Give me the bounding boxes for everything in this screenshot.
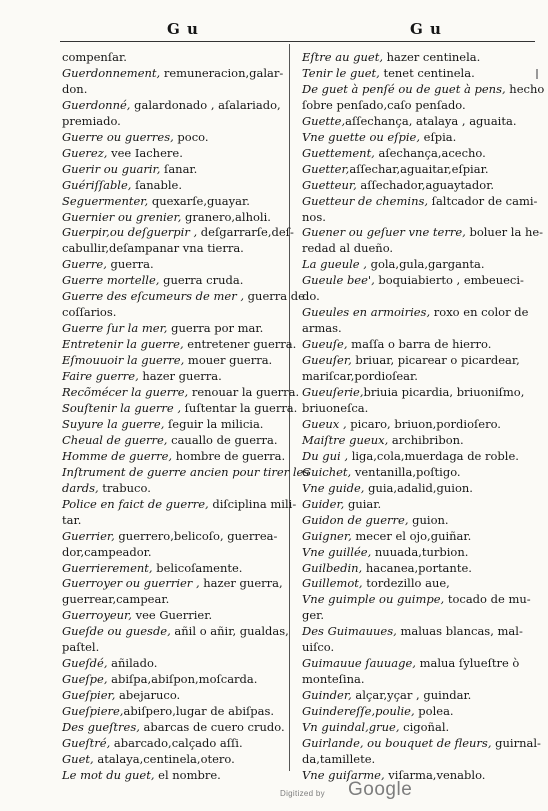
dictionary-entry — [302, 481, 524, 497]
entry-headword: Guerre ſur la mer, — [62, 321, 168, 336]
dictionary-entry — [62, 194, 280, 210]
dictionary-entry — [302, 417, 524, 433]
entry-headword: Des gueſtres, — [62, 720, 140, 735]
dictionary-entry — [302, 513, 524, 529]
dictionary-entry — [62, 464, 310, 481]
dictionary-entry — [302, 353, 524, 369]
dictionary-entry — [302, 369, 524, 385]
dictionary-entry — [62, 768, 280, 784]
entry-headword: Suyure la guerre, — [62, 416, 165, 431]
entry-translation: briuoneſca. — [302, 400, 369, 415]
dictionary-entry — [62, 162, 280, 178]
dictionary-entry — [62, 369, 280, 385]
entry-headword: Vne guiſarme, — [302, 767, 385, 782]
dictionary-entry — [62, 417, 280, 433]
dictionary-entry — [302, 688, 524, 704]
entry-headword: Recõmécer la guerre, — [62, 385, 189, 400]
entry-translation: da,tamillete. — [302, 751, 376, 766]
entry-translation: atalaya,centinela,otero. — [93, 751, 235, 766]
dictionary-entry — [62, 656, 280, 672]
entry-translation: guerra cruda. — [159, 273, 244, 288]
entry-headword: Police en faict de guerre, — [62, 496, 209, 511]
entry-translation: deſgarrarſe,deſ- — [197, 225, 294, 240]
entry-headword: Guirlande, ou bouquet de fleurs, — [302, 735, 492, 750]
entry-translation: polea. — [414, 704, 454, 719]
entry-headword: Vne guimple ou guimpe, — [302, 592, 445, 607]
entry-translation: ſaltcador de cami- — [428, 193, 538, 208]
entry-headword: Guimauue ſauuage, — [302, 656, 416, 671]
entry-headword: Guilbedin, — [302, 560, 363, 575]
entry-headword: Cheual de guerre, — [62, 432, 168, 447]
dictionary-entry — [62, 592, 280, 608]
scroll-indicator — [536, 69, 538, 79]
dictionary-entry — [62, 257, 280, 273]
entry-translation: picaro, briuon,pordioſero. — [346, 416, 501, 431]
entry-translation: eſpia. — [420, 129, 457, 144]
entry-translation: uiſco. — [302, 640, 335, 655]
dictionary-entry — [62, 289, 305, 305]
dictionary-entry — [302, 529, 524, 545]
entry-translation: maluas blancas, mal- — [396, 624, 523, 639]
dictionary-entry — [302, 385, 524, 401]
dictionary-entry — [302, 193, 538, 210]
entry-headword: Seguermenter, — [62, 193, 149, 208]
dictionary-entry — [302, 576, 524, 592]
entry-headword: Guener ou geſuer vne terre, — [302, 225, 466, 240]
entry-headword: Guider, — [302, 496, 345, 511]
entry-headword: Guettement, — [302, 145, 375, 160]
google-logo: Google — [348, 779, 413, 800]
dictionary-entry — [62, 400, 298, 417]
dictionary-entry — [62, 448, 286, 465]
dictionary-entry — [62, 704, 280, 720]
dictionary-entry — [302, 720, 524, 736]
entry-headword: Des Guimauues, — [302, 624, 397, 639]
dictionary-entry — [62, 672, 280, 688]
entry-translation: aſſechador,aguaytador. — [356, 177, 495, 192]
dictionary-entry — [62, 50, 280, 66]
entry-translation: guerra de — [244, 289, 305, 304]
left-column — [62, 50, 310, 784]
entry-translation: guerra por mar. — [167, 321, 264, 336]
entry-headword: Guichet, — [302, 464, 352, 479]
entry-headword: Guerre, — [62, 257, 107, 272]
dictionary-entry — [302, 162, 524, 178]
dictionary-entry — [62, 98, 280, 114]
entry-translation: boluer la he- — [465, 225, 544, 240]
dictionary-entry — [302, 624, 524, 640]
entry-translation: mariſcar,pordioſear. — [302, 369, 418, 384]
entry-translation: trabuco. — [98, 480, 151, 495]
entry-headword: Gueſtré, — [62, 735, 111, 750]
entry-translation: guerrear,campear. — [62, 592, 170, 607]
entry-translation: tordezillo aue, — [362, 576, 450, 591]
entry-headword: Gueux , — [302, 416, 347, 431]
entry-translation: ventanilla,poſtigo. — [351, 464, 461, 479]
dictionary-entry — [302, 305, 529, 321]
entry-headword: Gueules en armoiries, — [302, 305, 431, 320]
entry-translation: malua ſylueſtre ò — [415, 656, 520, 671]
entry-translation: hazer guerra, — [199, 576, 283, 591]
entry-headword: Guernier ou grenier, — [62, 209, 182, 224]
dictionary-entry — [62, 481, 280, 497]
right-column-header: G u — [410, 20, 442, 38]
entry-headword: Guigner, — [302, 528, 352, 543]
dictionary-entry — [62, 496, 297, 513]
dictionary-entry — [62, 273, 280, 289]
entry-translation: añilado. — [107, 656, 158, 671]
dictionary-entry — [62, 752, 280, 768]
right-column — [302, 50, 545, 784]
dictionary-entry — [62, 82, 280, 98]
dictionary-entry — [62, 513, 280, 529]
entry-headword: Gueſpier, — [62, 688, 116, 703]
entry-translation: abejaruco. — [115, 688, 181, 703]
entry-translation: briuia picardia, briuoniſmo, — [363, 385, 525, 400]
entry-translation: ſanar. — [160, 161, 198, 176]
dictionary-entry — [302, 735, 541, 752]
dictionary-entry — [302, 81, 545, 98]
entry-translation: briuar, picarear o picardear, — [351, 353, 520, 368]
dictionary-entry — [302, 146, 524, 162]
dictionary-entry — [302, 130, 524, 146]
entry-translation: nos. — [302, 209, 326, 224]
entry-headword: Guerre mortelle, — [62, 273, 160, 288]
dictionary-entry — [62, 225, 294, 241]
dictionary-entry — [62, 305, 280, 321]
entry-translation: dor,campeador. — [62, 544, 152, 559]
entry-headword: Guerrier, — [62, 528, 115, 543]
entry-translation: abarcado,calçado aſſi. — [110, 735, 243, 750]
entry-translation: ſanable. — [131, 177, 182, 192]
dictionary-entry — [302, 257, 524, 273]
entry-translation: ger. — [302, 608, 325, 623]
entry-translation: mecer el ojo,guiñar. — [351, 528, 472, 543]
dictionary-entry — [302, 401, 524, 417]
entry-headword: Guetteur, — [302, 177, 357, 192]
entry-headword: Guetter, — [302, 161, 350, 176]
dictionary-entry — [62, 178, 280, 194]
entry-translation: cigoñal. — [399, 720, 450, 735]
entry-translation: don. — [62, 81, 88, 96]
entry-translation: abarcas de cuero crudo. — [139, 720, 285, 735]
entry-headword: Guériſſable, — [62, 177, 132, 192]
entry-headword: La gueule , — [302, 257, 367, 272]
dictionary-entry — [62, 353, 280, 369]
entry-translation: roxo en color de — [430, 305, 529, 320]
entry-translation: guiar. — [344, 496, 382, 511]
entry-headword: Vne guillée, — [302, 544, 372, 559]
dictionary-entry — [62, 529, 280, 545]
entry-headword: Homme de guerre, — [62, 448, 173, 463]
entry-translation: galardonado , aſalariado, — [130, 97, 281, 112]
entry-translation: hazer guerra. — [138, 369, 222, 384]
entry-headword: Guerroyeur, — [62, 608, 132, 623]
entry-headword: Guet, — [62, 751, 94, 766]
entry-translation: hacanea,portante. — [362, 560, 472, 575]
dictionary-entry — [302, 98, 524, 114]
entry-translation: guerra. — [106, 257, 154, 272]
entry-translation: viſarma,venablo. — [384, 767, 486, 782]
entry-headword: Faire guerre, — [62, 369, 139, 384]
entry-translation: entretener guerra. — [183, 337, 297, 352]
entry-translation: tenet centinela. — [379, 65, 475, 80]
dictionary-entry — [302, 289, 524, 305]
entry-headword: Gueuſer, — [302, 353, 352, 368]
entry-translation: aſſechança, atalaya , aguaita. — [345, 113, 517, 128]
entry-translation: coſſarios. — [62, 305, 117, 320]
entry-translation: guerrero,belicoſo, guerrea- — [114, 528, 278, 543]
entry-headword: De guet à penſé ou de guet à pens, — [302, 81, 506, 96]
dictionary-entry — [302, 465, 524, 481]
entry-translation: cauallo de guerra. — [167, 432, 278, 447]
entry-translation: gola,gula,garganta. — [366, 257, 485, 272]
dictionary-entry — [62, 720, 285, 736]
entry-headword: Guerre ou guerres, — [62, 129, 174, 144]
dictionary-entry — [62, 241, 280, 257]
dictionary-entry — [62, 576, 283, 592]
entry-translation: el nombre. — [154, 767, 221, 782]
dictionary-entry — [302, 273, 524, 289]
entry-translation: guion. — [408, 512, 449, 527]
entry-headword: Guerrierement, — [62, 560, 153, 575]
entry-translation: añil o añir, gualdas, — [170, 624, 289, 639]
entry-headword: Le mot du guet, — [62, 767, 155, 782]
entry-headword: dards, — [62, 480, 99, 495]
entry-headword: Gueſpe, — [62, 672, 108, 687]
entry-translation: liga,cola,muerdaga de roble. — [348, 448, 519, 463]
dictionary-entry — [302, 178, 524, 194]
dictionary-entry — [302, 672, 524, 688]
entry-translation: granero,alholi. — [181, 209, 271, 224]
entry-translation: hombre de guerra. — [172, 448, 286, 463]
entry-translation: hazer centinela. — [383, 50, 481, 64]
digitized-label: Digitized by — [280, 789, 325, 798]
dictionary-entry — [62, 114, 280, 130]
entry-headword: Guerpir,ou deſguerpir , — [62, 225, 198, 240]
entry-headword: Gueule bee', — [302, 273, 375, 288]
entry-translation: redad al dueño. — [302, 241, 394, 256]
entry-headword: Vne guide, — [302, 480, 365, 495]
entry-headword: Gueſde ou guesde, — [62, 624, 171, 639]
entry-translation: alçar,yçar , guindar. — [351, 688, 472, 703]
dictionary-entry — [302, 50, 524, 66]
entry-translation: armas. — [302, 321, 342, 336]
dictionary-entry — [302, 66, 524, 82]
entry-translation: poco. — [173, 129, 209, 144]
dictionary-entry — [62, 640, 280, 656]
entry-translation: archibribon. — [388, 432, 464, 447]
entry-headword: Maiſtre gueux, — [302, 432, 389, 447]
entry-headword: Guindereſſe,poulie, — [302, 704, 415, 719]
entry-translation: aſſechar,aguaitar,eſpiar. — [349, 161, 489, 176]
dictionary-entry — [302, 433, 524, 449]
entry-translation: ſobre penſado,caſo penſado. — [302, 97, 466, 112]
entry-headword: Guerre des eſcumeurs de mer , — [62, 289, 245, 304]
entry-headword: Guette, — [302, 113, 346, 128]
entry-headword: Guinder, — [302, 688, 352, 703]
entry-translation: diſciplina mili- — [208, 496, 297, 511]
entry-headword: Du gui , — [302, 448, 349, 463]
entry-translation: premiado. — [62, 113, 121, 128]
dictionary-entry — [302, 225, 544, 241]
entry-translation: compenſar. — [62, 50, 127, 64]
dictionary-entry — [62, 688, 280, 704]
dictionary-entry — [302, 608, 524, 624]
dictionary-entry — [62, 736, 280, 752]
dictionary-entry — [302, 561, 524, 577]
dictionary-entry — [62, 433, 280, 449]
dictionary-entry — [302, 337, 524, 353]
entry-translation: renouar la guerra. — [188, 385, 300, 400]
dictionary-entry — [302, 592, 531, 608]
entry-translation: tocado de mu- — [444, 592, 531, 607]
dictionary-entry — [62, 146, 280, 162]
entry-headword: Eſtre au guet, — [302, 50, 383, 64]
entry-translation: quexarſe,guayar. — [148, 193, 250, 208]
entry-translation: vee Iachere. — [107, 145, 183, 160]
entry-translation: do. — [302, 289, 320, 304]
entry-headword: Inſtrument de guerre ancien pour tirer les — [62, 464, 310, 479]
header-rule — [60, 41, 535, 42]
dictionary-entry — [302, 449, 524, 465]
entry-headword: Guillemot, — [302, 576, 363, 591]
entry-headword: Guidon de guerre, — [302, 512, 409, 527]
entry-headword: Eſmouuoir la guerre, — [62, 353, 185, 368]
digitized-watermark — [280, 779, 545, 803]
dictionary-entry — [302, 640, 524, 656]
dictionary-entry — [62, 608, 280, 624]
entry-translation: ſeguir la milicia. — [164, 416, 264, 431]
entry-headword: Tenir le guet, — [302, 65, 380, 80]
entry-headword: Guerez, — [62, 145, 108, 160]
dictionary-entry — [302, 545, 524, 561]
entry-headword: Vn guindal,grue, — [302, 720, 400, 735]
entry-translation: nuuada,turbion. — [371, 544, 469, 559]
entry-translation: belicoſamente. — [152, 560, 243, 575]
entry-headword: Guetteur de chemins, — [302, 193, 429, 208]
dictionary-entry — [302, 497, 524, 513]
entry-headword: Guerroyer ou guerrier , — [62, 576, 200, 591]
dictionary-entry — [302, 656, 524, 672]
dictionary-entry — [62, 65, 284, 82]
entry-translation: guia,adalid,guion. — [364, 480, 473, 495]
entry-translation: paſtel. — [62, 640, 100, 655]
entry-headword: Entretenir la guerre, — [62, 337, 184, 352]
entry-translation: abiſpa,abiſpon,moſcarda. — [107, 672, 258, 687]
dictionary-entry — [302, 241, 524, 257]
dictionary-entry — [62, 545, 280, 561]
dictionary-entry — [302, 114, 524, 130]
entry-translation: maſſa o barra de hierro. — [347, 337, 492, 352]
entry-headword: Vne guette ou eſpie, — [302, 129, 420, 144]
dictionary-entry — [302, 210, 524, 226]
entry-headword: Gueuſe, — [302, 337, 348, 352]
entry-translation: boquiabierto , embeueci- — [374, 273, 524, 288]
entry-translation: mouer guerra. — [184, 353, 273, 368]
entry-headword: Gueſdé, — [62, 656, 108, 671]
dictionary-entry — [62, 561, 280, 577]
entry-translation: ſuſtentar la guerra. — [181, 400, 298, 415]
dictionary-entry — [62, 385, 300, 401]
dictionary-entry — [62, 337, 297, 353]
entry-headword: Guerdonnement, — [62, 65, 161, 80]
entry-translation: cabullir,deſampanar vna tierra. — [62, 241, 244, 256]
entry-headword: Guerir ou guarir, — [62, 161, 161, 176]
entry-translation: abiſpero,lugar de abiſpas. — [123, 704, 275, 719]
entry-translation: tar. — [62, 512, 82, 527]
entry-translation: vee Guerrier. — [131, 608, 213, 623]
dictionary-entry — [62, 321, 280, 337]
entry-translation: hecho — [505, 81, 545, 96]
dictionary-entry — [62, 624, 289, 640]
dictionary-entry — [62, 130, 280, 146]
entry-headword: Gueſpiere, — [62, 704, 124, 719]
dictionary-entry — [302, 321, 524, 337]
dictionary-entry — [62, 210, 280, 226]
entry-translation: monteſina. — [302, 672, 365, 687]
entry-headword: Guerdonné, — [62, 97, 131, 112]
dictionary-entry — [302, 752, 524, 768]
entry-translation: aſechança,acecho. — [374, 145, 486, 160]
left-column-header: G u — [167, 20, 199, 38]
entry-headword: Souſtenir la guerre , — [62, 400, 182, 415]
dictionary-entry — [302, 704, 524, 720]
entry-headword: Gueuſerie, — [302, 385, 364, 400]
entry-translation: remuneracion,galar- — [160, 65, 284, 80]
entry-translation: guirnal- — [491, 735, 541, 750]
